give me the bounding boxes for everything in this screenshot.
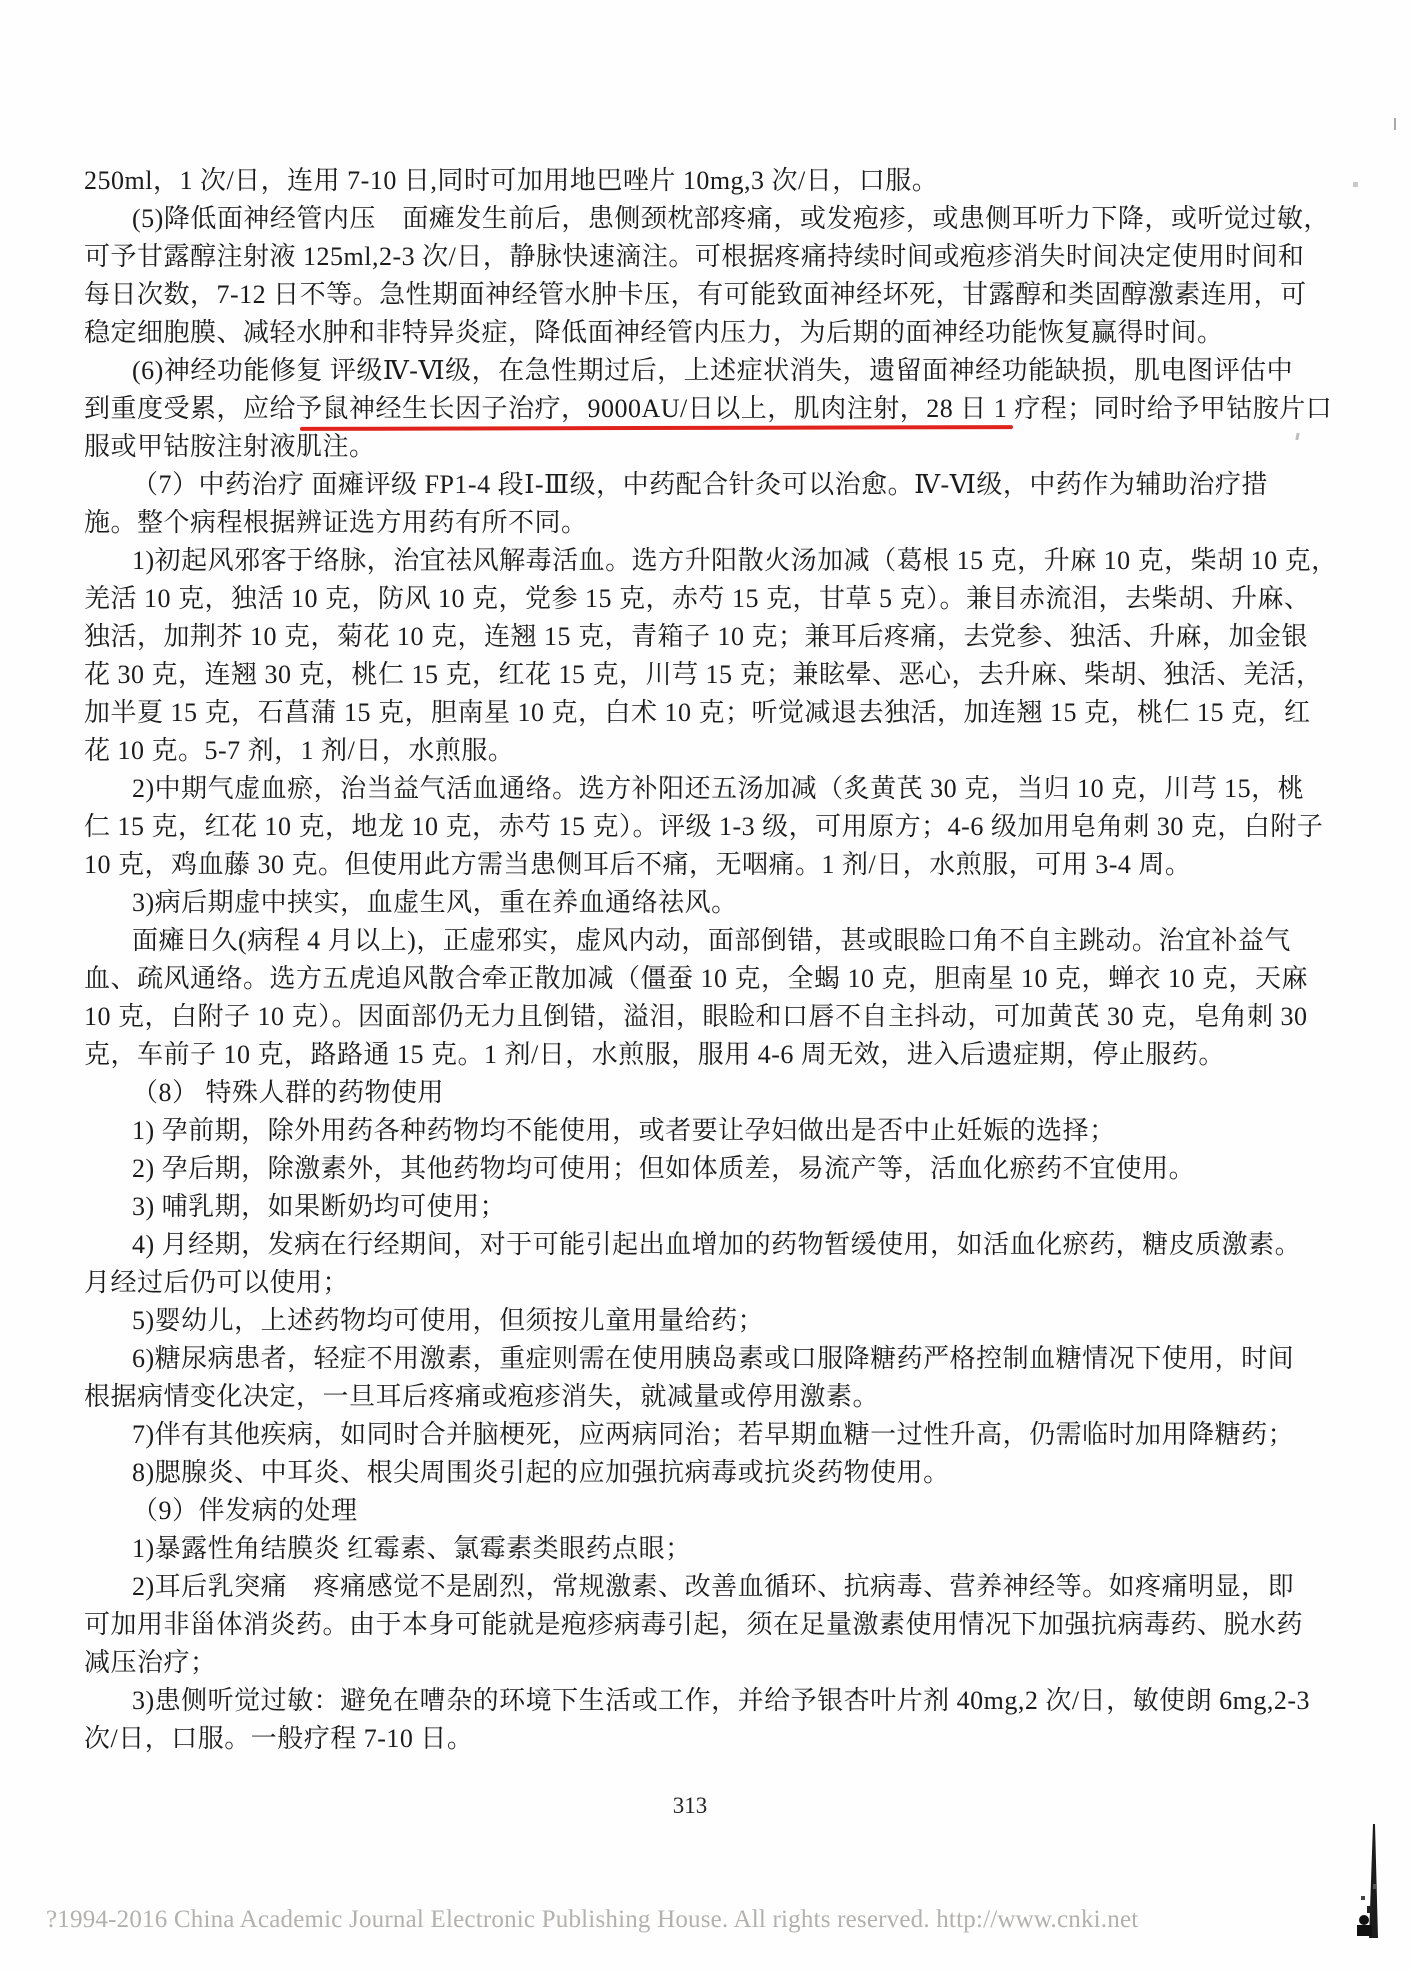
text-line: 独活，加荆芥 10 克，菊花 10 克，连翘 15 克，青箱子 10 克；兼耳后疼痛，去党参、独活、升麻，加金银 (84, 622, 1309, 651)
text-line: 可加用非甾体消炎药。由于本身可能就是疱疹病毒引起，须在足量激素使用情况下加强抗病毒药、脱水药 (84, 1610, 1304, 1639)
text-line: 面瘫日久(病程 4 月以上)，正虚邪实，虚风内动，面部倒错，甚或眼睑口角不自主跳动。治宜补益气 (132, 926, 1291, 955)
scan-speck (1394, 118, 1396, 130)
text-line: 花 30 克，连翘 30 克，桃仁 15 克，红花 15 克，川芎 15 克；兼眩晕、恶心，去升麻、柴胡、独活、羌活， (84, 660, 1323, 689)
text-line: 2) 孕后期，除激素外，其他药物均可使用；但如体质差，易流产等，活血化瘀药不宜使用。 (132, 1154, 1196, 1183)
text-line: 7)伴有其他疾病，如同时合并脑梗死，应两病同治；若早期血糖一过性升高，仍需临时加用降糖药； (132, 1420, 1295, 1449)
text-line: 稳定细胞膜、减轻水肿和非特异炎症，降低面神经管内压力，为后期的面神经功能恢复赢得时间。 (84, 318, 1224, 347)
text-line: 1) 孕前期，除外用药各种药物均不能使用，或者要让孕妇做出是否中止妊娠的选择； (132, 1116, 1116, 1145)
text-line: （7）中药治疗 面瘫评级 FP1-4 段Ⅰ-Ⅲ级，中药配合针灸可以治愈。Ⅳ-Ⅵ级，中药作为辅助治疗措 (132, 470, 1268, 499)
text-line: 1)初起风邪客于络脉，治宜祛风解毒活血。选方升阳散火汤加减（葛根 15 克，升麻 10 克，柴胡 10 克， (132, 546, 1338, 575)
text-line: 可予甘露醇注射液 125ml,2-3 次/日，静脉快速滴注。可根据疼痛持续时间或疱疹消失时间决定使用时间和 (84, 242, 1305, 271)
text-line: 克，车前子 10 克，路路通 15 克。1 剂/日，水煎服，服用 4-6 周无效，进入后遗症期，停止服药。 (84, 1040, 1225, 1069)
text-line: 花 10 克。5-7 剂，1 剂/日，水煎服。 (84, 736, 515, 765)
text-line: 仁 15 克，红花 10 克，地龙 10 克，赤芍 15 克）。评级 1-3 级，可用原方；4-6 级加用皂角刺 30 克，白附子 (84, 812, 1324, 841)
text-line: (6)神经功能修复 评级Ⅳ-Ⅵ级，在急性期过后，上述症状消失，遗留面神经功能缺损，肌电图评估中 (132, 356, 1294, 385)
text-line: （8） 特殊人群的药物使用 (132, 1078, 445, 1107)
text-line: 1)暴露性角结膜炎 红霉素、氯霉素类眼药点眼； (132, 1534, 692, 1563)
text-line: 3)患侧听觉过敏：避免在嘈杂的环境下生活或工作，并给予银杏叶片剂 40mg,2 次/日，敏使朗 6mg,2-3 (132, 1686, 1310, 1715)
text-line: 250ml，1 次/日，连用 7-10 日,同时可加用地巴唑片 10mg,3 次/日，口服。 (84, 166, 939, 195)
text-line: 10 克，白附子 10 克）。因面部仍无力且倒错，溢泪，眼睑和口唇不自主抖动，可加黄芪 30 克，皂角刺 30 (84, 1002, 1308, 1031)
text-line: 服或甲钴胺注射液肌注。 (84, 432, 376, 461)
text-line: 到重度受累，应给予鼠神经生长因子治疗，9000AU/日以上，肌肉注射，28 日 1 疗程；同时给予甲钴胺片口 (84, 394, 1333, 423)
page-number: 313 (672, 1793, 708, 1818)
text-line: 3) 哺乳期，如果断奶均可使用； (132, 1192, 507, 1221)
text-line: 羌活 10 克，独活 10 克，防风 10 克，党参 15 克，赤芍 15 克，甘草 5 克）。兼目赤流泪，去柴胡、升麻、 (84, 584, 1311, 613)
text-line: 血、疏风通络。选方五虎追风散合牵正散加减（僵蚕 10 克，全蝎 10 克，胆南星 10 克，蝉衣 10 克，天麻 (84, 964, 1309, 993)
text-line: （9）伴发病的处理 (132, 1496, 358, 1525)
text-line: 6)糖尿病患者，轻症不用激素，重症则需在使用胰岛素或口服降糖药严格控制血糖情况下使用，时间 (132, 1344, 1295, 1373)
text-line: 2)耳后乳突痛 疼痛感觉不是剧烈，常规激素、改善血循环、抗病毒、营养神经等。如疼痛明显，即 (132, 1572, 1295, 1601)
text-line: 次/日，口服。一般疗程 7-10 日。 (84, 1724, 474, 1753)
text-line: 5)婴幼儿，上述药物均可使用，但须按儿童用量给药； (132, 1306, 765, 1335)
text-line: 月经过后仍可以使用； (84, 1268, 350, 1297)
text-line: 根据病情变化决定，一旦耳后疼痛或疱疹消失，就减量或停用激素。 (84, 1382, 880, 1411)
text-line: 3)病后期虚中挟实，血虚生风，重在养血通络祛风。 (132, 888, 738, 917)
scan-speck (1353, 182, 1358, 187)
text-line: 2)中期气虚血瘀，治当益气活血通络。选方补阳还五汤加减（炙黄芪 30 克，当归 10 克，川芎 15，桃 (132, 774, 1305, 803)
copyright-footer: ?1994-2016 China Academic Journal Electronic Publishing House. All rights reserved. http://www.cnki.net (46, 1906, 1139, 1933)
text-line: 4) 月经期，发病在行经期间，对于可能引起出血增加的药物暂缓使用，如活血化瘀药，糖皮质激素。 (132, 1230, 1302, 1259)
text-line: 8)腮腺炎、中耳炎、根尖周围炎引起的应加强抗病毒或抗炎药物使用。 (132, 1458, 950, 1487)
text-lines (84, 162, 1364, 1758)
text-line: 每日次数，7-12 日不等。急性期面神经管水肿卡压，有可能致面神经坏死，甘露醇和类固醇激素连用，可 (84, 280, 1307, 309)
text-line: 施。整个病程根据辨证选方用药有所不同。 (84, 508, 588, 537)
text-line: (5)降低面神经管内压 面瘫发生前后，患侧颈枕部疼痛，或发疱疹，或患侧耳听力下降，或听觉过敏， (132, 204, 1330, 233)
scan-ink-artifact (1340, 1820, 1390, 1945)
text-line: 10 克，鸡血藤 30 克。但使用此方需当患侧耳后不痛，无咽痛。1 剂/日，水煎服，可用 3-4 周。 (84, 850, 1192, 879)
text-line: 减压治疗； (84, 1648, 217, 1677)
text-line: 加半夏 15 克，石菖蒲 15 克，胆南星 10 克，白术 10 克；听觉减退去独活，加连翘 15 克，桃仁 15 克，红 (84, 698, 1311, 727)
